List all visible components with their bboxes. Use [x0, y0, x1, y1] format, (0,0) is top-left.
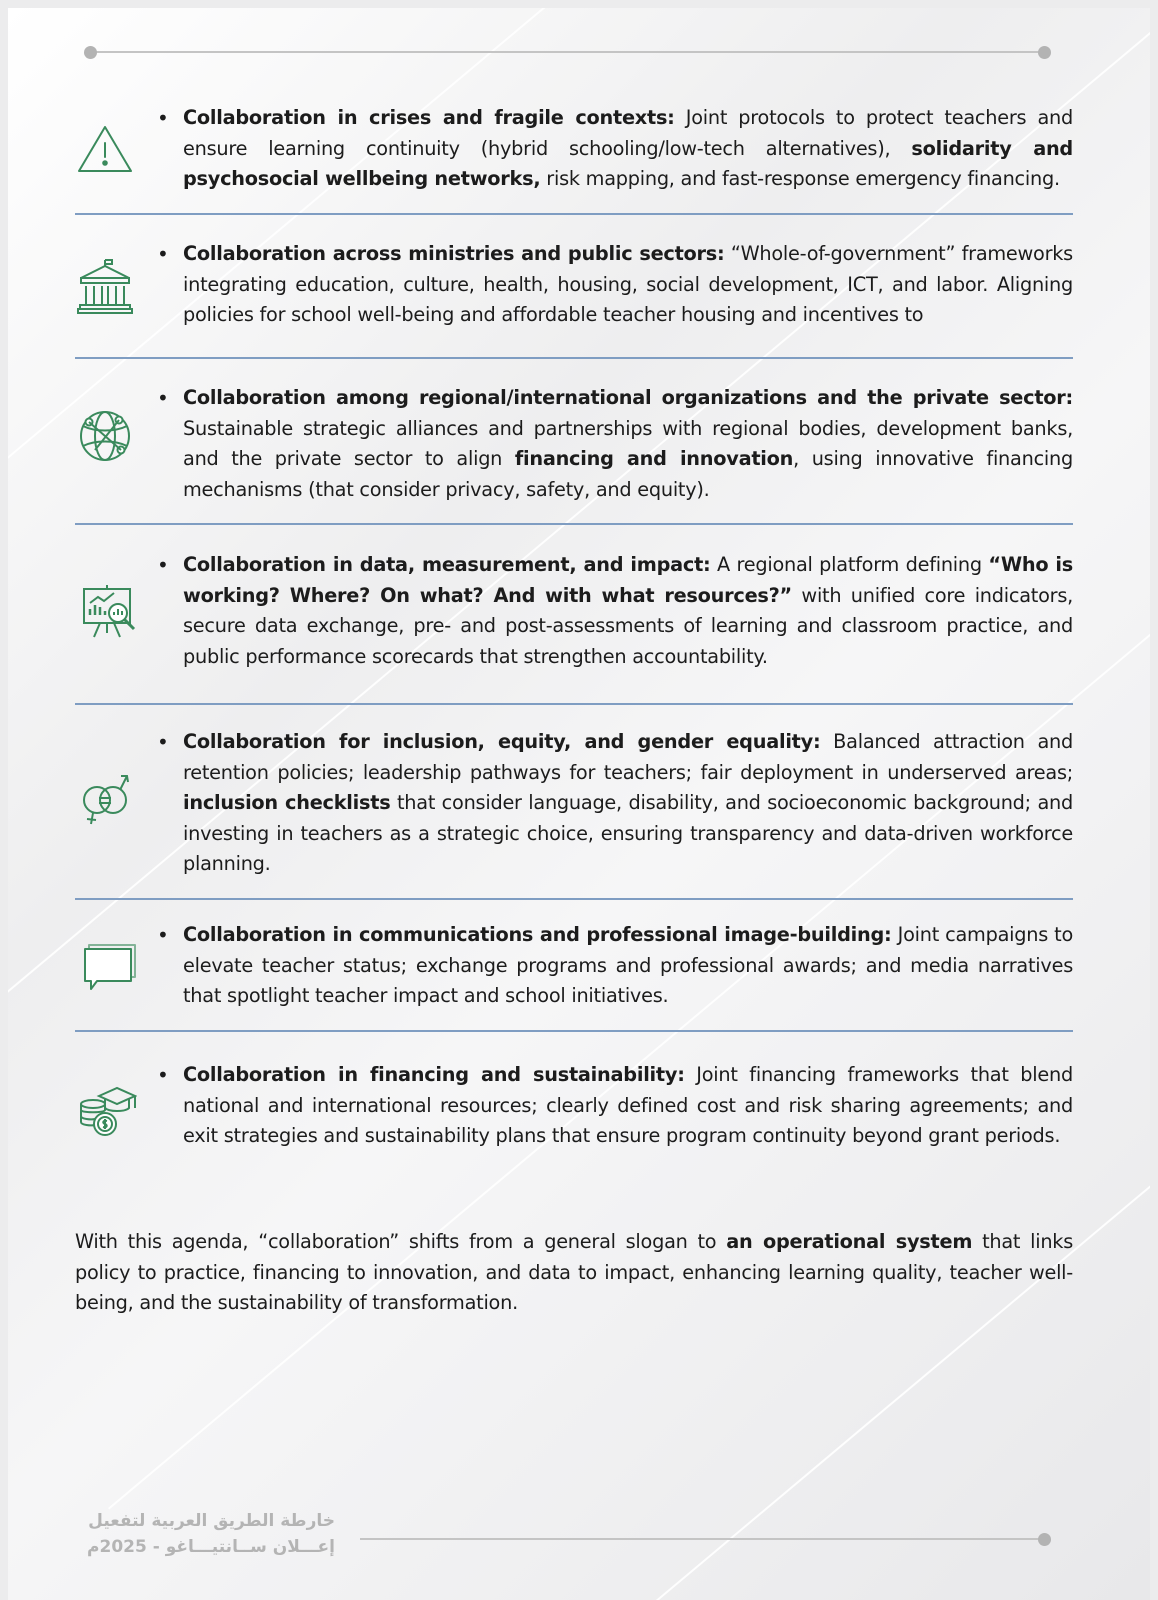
item-text: [183, 727, 1073, 880]
text-run: A regional platform defining: [710, 553, 989, 576]
text-run: Joint financing frameworks that blend national and international resources; clearly defined cost and risk sharing agreements; and exit strategies and sustainability plans that ensure program continuity beyond grant periods.: [183, 1063, 1073, 1147]
list-item: [157, 920, 1073, 1012]
text-run: “Whole-of-government” frameworks integrating education, culture, health, housing, social development, ICT, and labor. Aligning policies for school well-being and affordable teacher housing and incentives to: [183, 242, 1073, 326]
footer-title-line2: إعـــلان ســانتيـــاغو - 2025م: [87, 1537, 335, 1557]
footer-title-line1: خارطة الطريق العربية لتفعيل: [88, 1511, 335, 1531]
text-run: with unified core indicators, secure data exchange, pre- and post-assessments of learning and classroom practice, and public performance scorecards that strengthen accountability.: [183, 583, 1073, 668]
speech-bubble-icon: [81, 935, 141, 995]
section-divider: [75, 1030, 1073, 1032]
header-rule-end-dot: [1038, 46, 1051, 59]
bold-text-run: Collaboration for inclusion, equity, and gender equality:: [183, 730, 821, 753]
bold-text-run: solidarity and psychosocial wellbeing networks,: [183, 136, 1073, 190]
item-text: [183, 550, 1073, 672]
text-run: Balanced attraction and retention policies; leadership pathways for teachers; fair deployment in underserved areas;: [183, 730, 1073, 784]
data-presentation-magnifier-icon: [80, 581, 140, 641]
bullet: •: [157, 106, 169, 130]
list-item: [157, 103, 1073, 195]
item-text: [183, 383, 1073, 505]
text-run: Joint protocols to protect teachers and ensure learning continuity (hybrid schooling/low-tech alternatives),: [183, 106, 1073, 160]
bold-text-run: an operational system: [726, 1230, 973, 1253]
footer-rule-end-dot: [1038, 1533, 1051, 1546]
item-text: [183, 1060, 1073, 1152]
list-item: [157, 727, 1073, 880]
text-run: Sustainable strategic alliances and partnerships with regional bodies, development banks, and the private sector to align: [183, 416, 1073, 470]
section-divider: [75, 523, 1073, 525]
footer-title: [75, 1508, 335, 1560]
bold-text-run: Collaboration across ministries and public sectors:: [183, 242, 725, 265]
globe-network-icon: [75, 406, 135, 466]
text-run: that links policy to practice, financing to innovation, and data to impact, enhancing learning quality, teacher well-being, and the sustainability of transformation.: [75, 1230, 1074, 1314]
bold-text-run: financing and innovation: [514, 447, 794, 470]
text-run: risk mapping, and fast-response emergency financing.: [540, 167, 1060, 190]
background-streak: [8, 8, 1150, 430]
item-text: [183, 103, 1073, 195]
header-rule-start-dot: [84, 46, 97, 59]
warning-triangle-icon: [75, 119, 135, 179]
bold-text-run: Collaboration among regional/international organizations and the private sector:: [183, 386, 1073, 409]
bullet: •: [157, 730, 169, 754]
footer-rule: [360, 1538, 1045, 1540]
text-run: , using innovative financing mechanisms (that consider privacy, safety, and equity).: [183, 447, 1073, 501]
list-item: [157, 550, 1073, 672]
bold-text-run: Collaboration in financing and sustainability:: [183, 1063, 685, 1086]
coins-graduation-cap-icon: [77, 1082, 137, 1142]
bullet: •: [157, 386, 169, 410]
section-divider: [75, 357, 1073, 359]
list-item: [157, 383, 1073, 505]
bullet: •: [157, 553, 169, 577]
gender-equality-icon: [75, 768, 135, 828]
text-run: With this agenda, “collaboration” shifts from a general slogan to: [75, 1230, 727, 1253]
list-item: [157, 1060, 1073, 1152]
government-building-icon: [75, 256, 135, 316]
item-text: [183, 920, 1073, 1012]
bold-text-run: Collaboration in crises and fragile contexts:: [183, 106, 675, 129]
section-divider: [75, 213, 1073, 215]
bold-text-run: “Who is working? Where? On what? And with what resources?”: [183, 553, 1074, 607]
text-run: that consider language, disability, and socioeconomic background; and investing in teachers as a strategic choice, ensuring transparency and data-driven workforce planning.: [183, 791, 1073, 875]
text-run: Joint campaigns to elevate teacher status; exchange programs and professional awards; and media narratives that spotlight teacher impact and school initiatives.: [183, 923, 1073, 1007]
header-rule: [90, 51, 1045, 53]
bullet: •: [157, 923, 169, 947]
closing-paragraph: [75, 1227, 1073, 1319]
section-divider: [75, 898, 1073, 900]
item-text: [183, 239, 1073, 331]
bold-text-run: Collaboration in communications and professional image-building:: [183, 923, 892, 946]
bold-text-run: Collaboration in data, measurement, and impact:: [183, 553, 711, 576]
section-divider: [75, 703, 1073, 705]
bullet: •: [157, 242, 169, 266]
list-item: [157, 239, 1073, 331]
bullet: •: [157, 1063, 169, 1087]
bold-text-run: inclusion checklists: [183, 791, 391, 814]
